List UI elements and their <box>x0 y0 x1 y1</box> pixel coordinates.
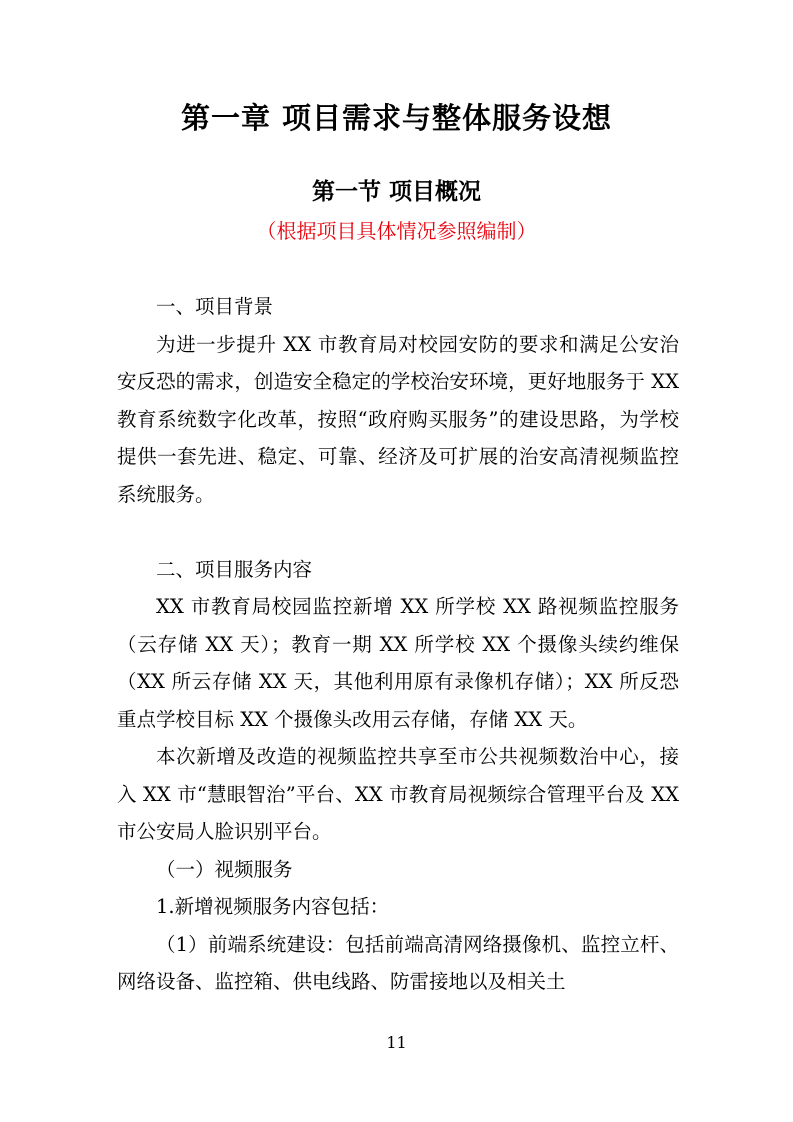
heading-service-content: 二、项目服务内容 <box>156 557 313 581</box>
paragraph-service-content: XX 市教育局校园监控新增 XX 所学校 XX 路视频监控服务（云存储 XX 天）；教育一期 XX 所学校 XX 个摄像头续约维保（XX 所云存储 XX 天，其他利用原有录像机存储）；XX 所反恐重点学校目标 XX 个摄像头改用云存储，存储 XX 天。 <box>117 595 679 731</box>
heading-new-video-service: 1.新增视频服务内容包括： <box>156 895 390 918</box>
heading-project-background: 一、项目背景 <box>156 295 274 318</box>
page-number: 11 <box>386 1033 407 1052</box>
chapter-title: 第一章 项目需求与整体服务设想 <box>180 101 613 135</box>
section-note: （根据项目具体情况参照编制） <box>256 219 537 243</box>
paragraph-background: 为进一步提升 XX 市教育局对校园安防的要求和满足公安治安反恐的需求，创造安全稳定的学校治安环境，更好地服务于 XX 教育系统数字化改革，按照“政府购买服务”的建设思路，为学校提供一套先进、稳定、可靠、经济及可扩展的治安高清视频监控系统服务。 <box>117 332 679 506</box>
paragraph-frontend-system: （1）前端系统建设：包括前端高清网络摄像机、监控立杆、网络设备、监控箱、供电线路、防雷接地以及相关土 <box>117 932 679 993</box>
paragraph-gap <box>117 513 679 551</box>
section-title: 第一节 项目概况 <box>311 179 481 205</box>
heading-video-service: （一）视频服务 <box>156 857 293 881</box>
document-body <box>117 288 679 1001</box>
paragraph-sharing: 本次新增及改造的视频监控共享至市公共视频数治中心，接入 XX 市“慧眼智治”平台、XX 市教育局视频综合管理平台及 XX 市公安局人脸识别平台。 <box>117 745 679 843</box>
